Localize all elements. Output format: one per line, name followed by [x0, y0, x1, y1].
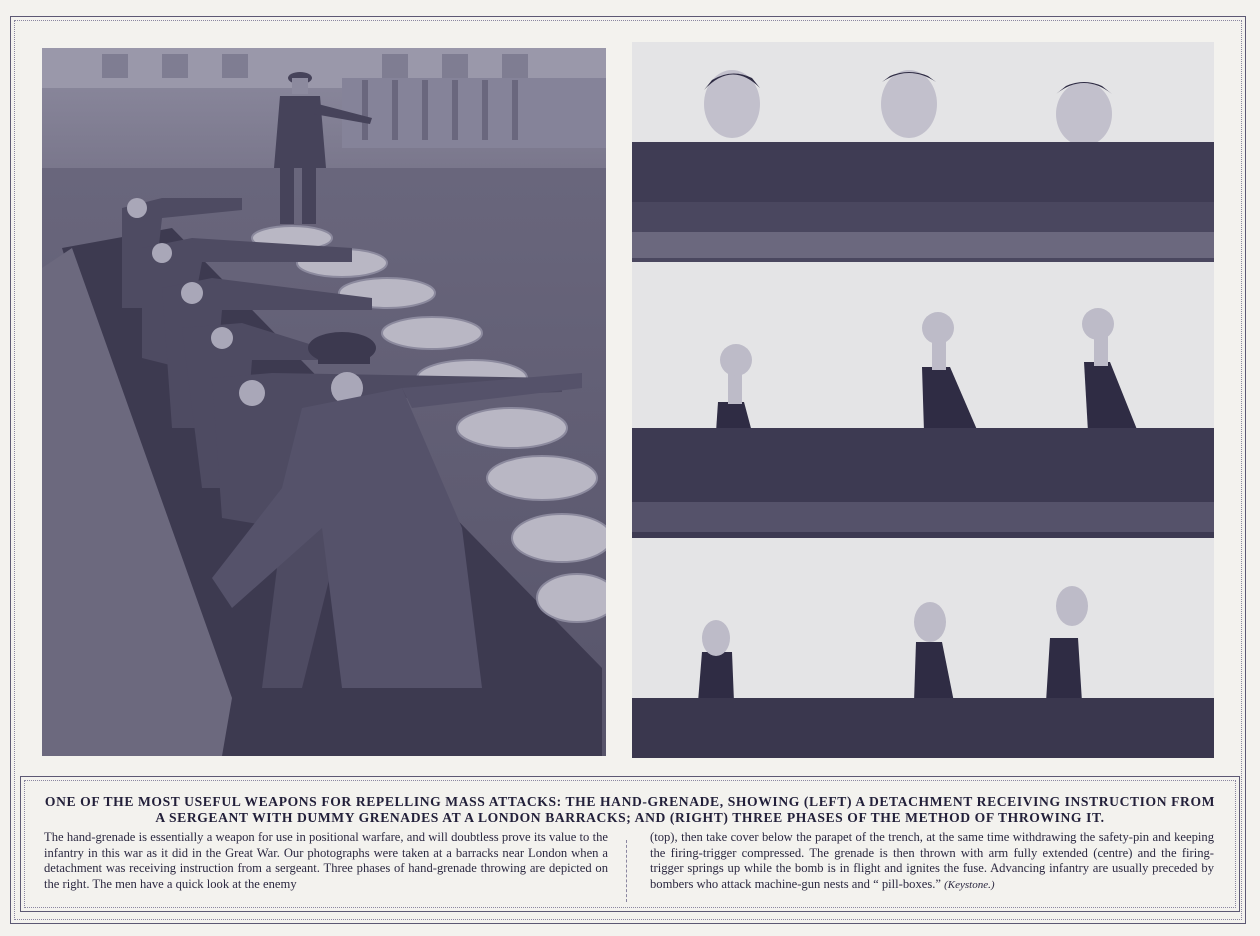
column-divider: [626, 840, 627, 902]
caption-body-right-text: (top), then take cover below the parapet of the trench, at the same time withdrawing the safety-pin and keeping the firing-trigger compressed. The grenade is then thrown with arm fully extended (centre) and the firing-trigger springs up while the bomb is in flight and ignites the fuse. Advancing infantry are usually preceded by bombers who attack machine-gun nests and “ pill-boxes.”: [650, 830, 1214, 891]
caption-body-left: The hand-grenade is essentially a weapon for use in positional warfare, and will doubtless prove its value to the infantry in this war as it did in the Great War. Our photographs were taken at a barracks near London when a detachment was receiving instruction from a sergeant. Three phases of hand-grenade throwing are depicted on the right. The men have a quick look at the enemy: [44, 830, 608, 891]
throwing-phases-photo: [632, 42, 1214, 758]
trench-instruction-photo: [42, 48, 606, 756]
caption-body-right: [650, 830, 1214, 893]
phases-photo-illustration: [632, 42, 1214, 758]
caption-headline: ONE OF THE MOST USEFUL WEAPONS FOR REPELLING MASS ATTACKS: THE HAND-GRENADE, SHOWING (LEFT) A DETACHMENT RECEIVING INSTRUCTION FROM A SERGEANT WITH DUMMY GRENADES AT A LONDON BARRACKS; AND (RIGHT) THREE PHASES OF THE METHOD OF THROWING IT.: [44, 794, 1216, 825]
photo-credit: (Keystone.): [944, 878, 995, 891]
trench-photo-illustration: [42, 48, 606, 756]
